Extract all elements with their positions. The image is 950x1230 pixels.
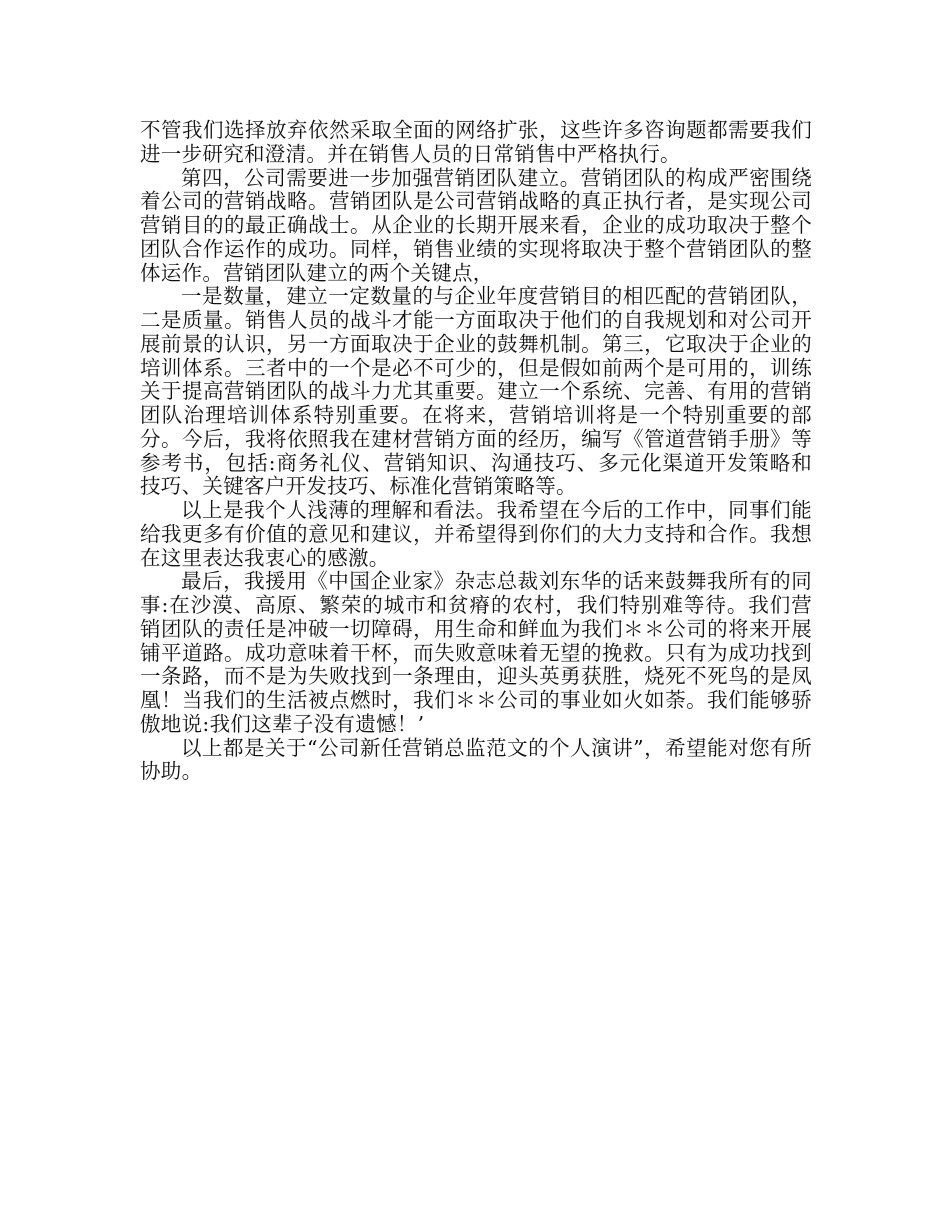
- paragraph-4: 以上是我个人浅薄的理解和看法。我希望在今后的工作中，同事们能给我更多有价值的意见和建议，并希望得到你们的大力支持和合作。我想在这里表达我衷心的感激。: [140, 498, 812, 570]
- paragraph-3: 一是数量，建立一定数量的与企业年度营销目的相匹配的营销团队，二是质量。销售人员的战斗才能一方面取决于他们的自我规划和对公司开展前景的认识，另一方面取决于企业的鼓舞机制。第三，它取决于企业的培训体系。三者中的一个是必不可少的，但是假如前两个是可用的，训练关于提高营销团队的战斗力尤其重要。建立一个系统、完善、有用的营销团队治理培训体系特别重要。在将来，营销培训将是一个特别重要的部分。今后，我将依照我在建材营销方面的经历，编写《管道营销手册》等参考书，包括:商务礼仪、营销知识、沟通技巧、多元化渠道开发策略和技巧、关键客户开发技巧、标准化营销策略等。: [140, 284, 812, 499]
- paragraph-2: 第四，公司需要进一步加强营销团队建立。营销团队的构成严密围绕着公司的营销战略。营销团队是公司营销战略的真正执行者，是实现公司营销目的的最正确战士。从企业的长期开展来看，企业的成功取决于整个团队合作运作的成功。同样，销售业绩的实现将取决于整个营销团队的整体运作。营销团队建立的两个关键点，: [140, 165, 812, 285]
- paragraph-5: 最后，我援用《中国企业家》杂志总裁刘东华的话来鼓舞我所有的同事:在沙漠、高原、繁荣的城市和贫瘠的农村，我们特别难等待。我们营销团队的责任是冲破一切障碍，用生命和鲜血为我们＊＊公司的将来开展铺平道路。成功意味着干杯，而失败意味着无望的挽救。只有为成功找到一条路，而不是为失败找到一条理由，迎头英勇获胜，烧死不死鸟的是凤凰！当我们的生活被点燃时，我们＊＊公司的事业如火如荼。我们能够骄傲地说:我们这辈子没有遗憾！’: [140, 569, 812, 736]
- paragraph-1: 不管我们选择放弃依然采取全面的网络扩张，这些许多咨询题都需要我们进一步研究和澄清。并在销售人员的日常销售中严格执行。: [140, 118, 812, 166]
- document-body: [140, 119, 812, 784]
- paragraph-6: 以上都是关于“公司新任营销总监范文的个人演讲”，希望能对您有所协助。: [140, 735, 812, 784]
